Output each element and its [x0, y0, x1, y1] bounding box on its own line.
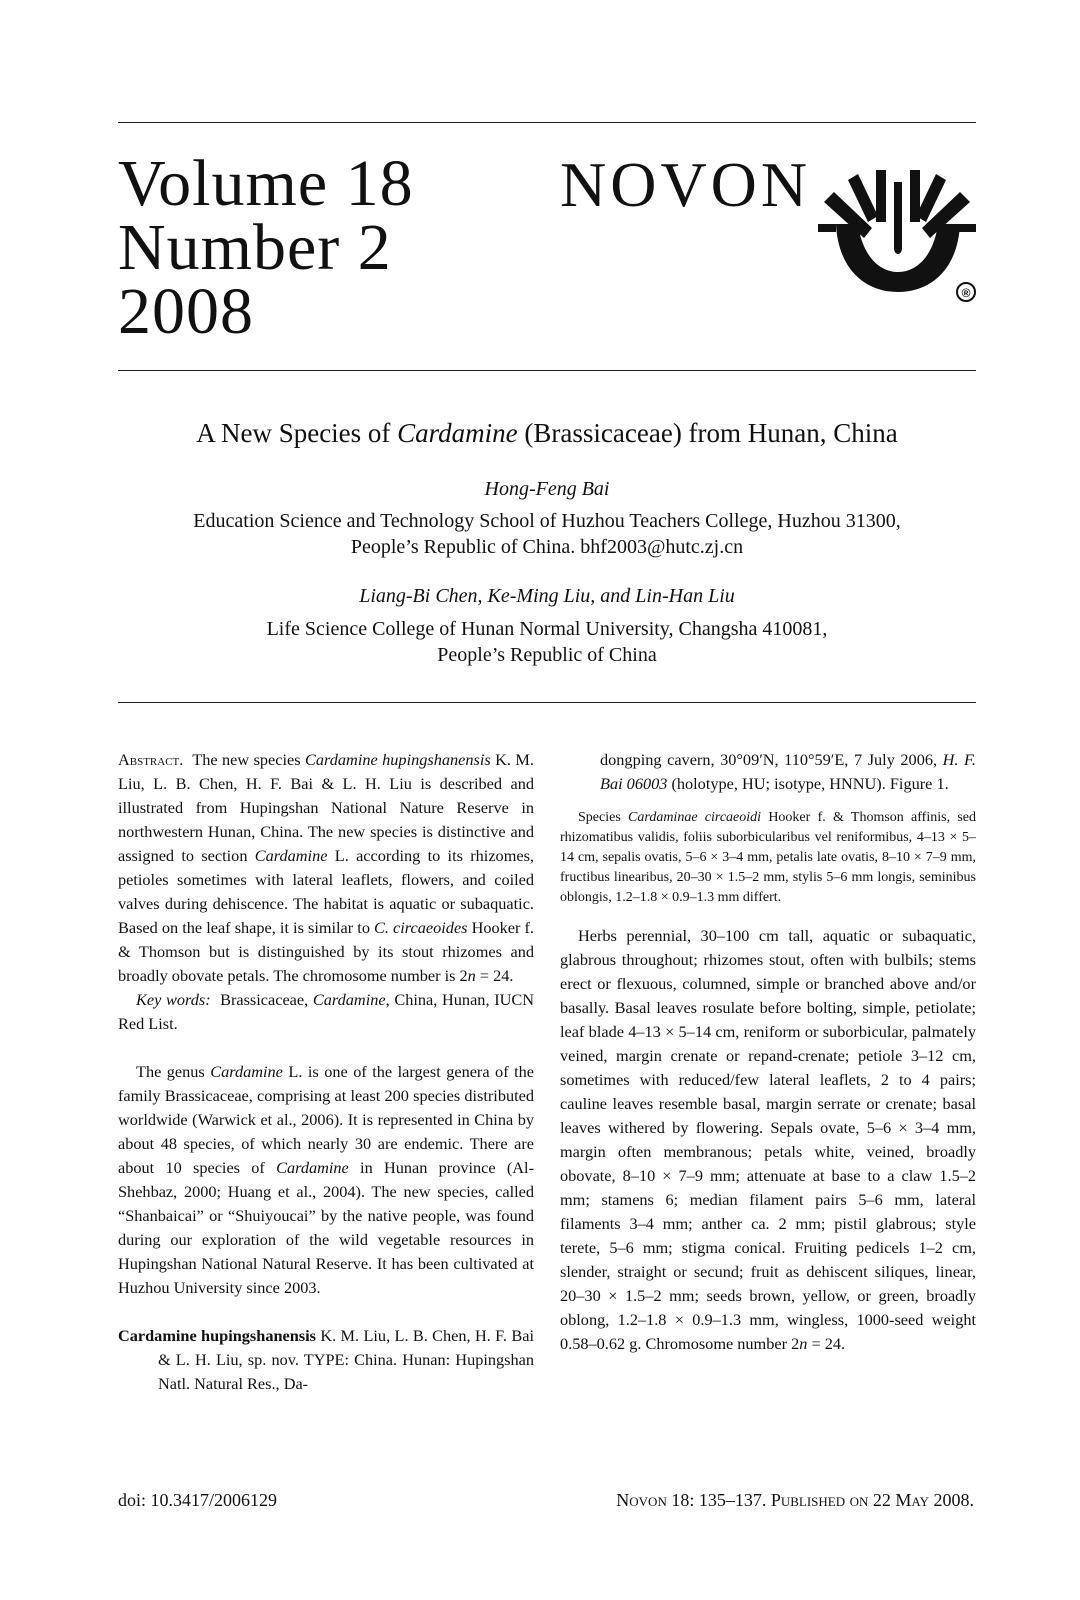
intro-text: in Hunan province (Al-Shehbaz, 2000; Huang et al., 2004). The new species, called “Shanbaicai” or “Shuiyoucai” by the native people, was found during our exploration of the wild vegetable resources in Hupingshan National Natural Reserve. It has been cultivated at Huzhou University since 2003. [118, 1158, 535, 1297]
abstract-italic: Cardamine hupingshanensis [305, 750, 491, 769]
header-rule [118, 370, 976, 371]
keywords-italic: Cardamine [312, 990, 386, 1009]
species-text: K. M. Liu, L. B. Chen, H. F. Bai & L. H. Liu, sp. nov. TYPE: China. Hunan: Hupingshan Natl. Natural Res., Da- [158, 1326, 534, 1393]
description-italic: n [799, 1334, 808, 1353]
keywords-label: Key words: [136, 990, 211, 1009]
intro-text: L. is one of the largest genera of the family Brassicaceae, comprising at least 200 species distributed worldwide (Warwick et al., 2006). It is represented in China by about 48 species, of which nearly 30 are endemic. There are about 10 species of [118, 1062, 534, 1177]
journal-name: NOVON [560, 149, 812, 220]
type-text: (holotype, HU; isotype, HNNU). Figure 1. [667, 774, 949, 793]
species-heading [118, 1324, 534, 1396]
affiliation-secondary [118, 616, 976, 668]
registered-mark: ® [961, 286, 971, 300]
number-label: Number 2 [118, 211, 392, 284]
title-rule [118, 702, 976, 703]
keywords-text: Brassicaceae, [220, 990, 313, 1009]
spacer [118, 1036, 534, 1060]
author-secondary: Liang-Bi Chen, Ke-Ming Liu, and Lin-Han Liu [359, 585, 735, 607]
type-text: dongping cavern, 30°09′N, 110°59′E, 7 July 2006, [600, 750, 943, 769]
latin-text: Hooker f. & Thomson affinis, sed rhizomatibus validis, foliis suborbicularibus vel reniformibus, 4–13 × 5–14 cm, sepalis ovatis, 5–6 × 3–4 mm, petalis late ovatis, 8–10 × 7–9 mm, fructibus linearibus, 20–30 × 1.5–2 mm, stylis 5–6 mm longis, seminibus oblongis, 1.2–1.8 × 0.9–1.3 mm differt. [560, 810, 977, 905]
abstract-text: Hooker f. & Thomson but is distinguished by its stout rhizomes and broadly obovate petals. The chromosome number is 2 [118, 918, 535, 985]
abstract-text: The new species [192, 750, 306, 769]
keywords-text: , China, Hunan, IUCN Red List. [118, 990, 535, 1033]
footer-citation: Novon 18: 135–137. Published on 22 May 2008. [616, 1490, 974, 1510]
volume-label: Volume 18 [118, 147, 414, 220]
volume-block [118, 147, 414, 348]
keywords [118, 988, 534, 1036]
intro-italic: Cardamine [210, 1062, 283, 1081]
affiliation-primary [118, 508, 976, 560]
intro-text: The genus [136, 1062, 211, 1081]
spacer [560, 908, 976, 924]
latin-italic: Cardaminae circaeoidi [628, 810, 762, 825]
affiliation-line: Education Science and Technology School of Huzhou Teachers College, Huzhou 31300, [193, 510, 901, 532]
introduction [118, 1060, 534, 1300]
abstract-label: Abstract [118, 750, 180, 769]
abstract-text: K. M. Liu, L. B. Chen, H. F. Bai & L. H. Liu is described and illustrated from Hupingshan National Nature Reserve in northwestern Hunan, China. The new species is distinctive and assigned to section [118, 750, 534, 865]
species-name: Cardamine hupingshanensis [118, 1326, 316, 1345]
title-text: A New Species of [196, 418, 398, 448]
intro-italic: Cardamine [276, 1158, 349, 1177]
affiliation-line: Life Science College of Hunan Normal University, Changsha 410081, [266, 618, 828, 640]
abstract-text: = 24. [475, 966, 514, 985]
title-genus: Cardamine [397, 418, 518, 448]
abstract-text: L. according to its rhizomes, petioles sometimes with lateral leaflets, flowers, and coiled valves during dehiscence. The habitat is aquatic or subaquatic. Based on the leaf shape, it is similar to [118, 846, 534, 937]
latin-text: Species [578, 810, 629, 825]
description-text: = 24. [807, 1334, 846, 1353]
abstract: Abstract. The new species Cardamine hupingshanensis K. M. Liu, L. B. Chen, H. F. Bai & L. H. Liu is described and illustrated from Hupingshan National Nature Reserve in northwestern Hunan, China. The new species is distinctive and assigned to section Cardamine L. according to its rhizomes, petioles sometimes with lateral leaflets, flowers, and coiled valves during dehiscence. The habitat is aquatic or subaquatic. Based on the leaf shape, it is similar to C. circaeoides Hooker f. & Thomson but is distinguished by its stout rhizomes and broadly obovate petals. The chromosome number is 2n = 24. [118, 750, 535, 985]
affiliation-line: People’s Republic of China. bhf2003@hutc.zj.cn [350, 536, 744, 558]
novon-leaf-logo-icon [818, 162, 976, 304]
left-column [118, 748, 534, 1396]
author-primary: Hong-Feng Bai [484, 478, 610, 500]
description-text: Herbs perennial, 30–100 cm tall, aquatic or subaquatic, glabrous throughout; rhizomes stout, often with bulbils; stems erect or flexuous, columned, simple or branched above and/or basally. Basal leaves rosulate before bolting, simple, petiolate; leaf blade 4–13 × 5–14 cm, reniform or suborbicular, palmately veined, margin crenate or repand-crenate; petiole 3–12 cm, sometimes with reduced/few lateral leaflets, 2 to 4 pairs; cauline leaves resemble basal, margin serrate or crenate; basal leaves withered by flowering. Sepals ovate, 5–6 × 3–4 mm, margin often membranous; petals white, veined, broadly obovate, 8–10 × 7–9 mm; attenuate at base to a claw 1.5–2 mm; stamens 6; median filament pairs 5–6 mm, lateral filaments 3–4 mm; anther ca. 2 mm; pistil glabrous; style terete, 5–6 mm; stigma conical. Fruiting pedicels 1–2 cm, slender, straight or secund; fruit as dehiscent siliques, linear, 20–30 × 1.5–2 mm; seeds brown, yellow, or green, broadly oblong, 1.2–1.8 × 0.9–1.3 mm, wingless, 1000-seed weight 0.58–0.62 g. Chromosome number 2 [560, 926, 976, 1353]
footer-doi: doi: 10.3417/2006129 [118, 1490, 278, 1510]
right-column [560, 748, 976, 1356]
type-citation [560, 748, 976, 796]
description [560, 924, 976, 1356]
top-rule [118, 122, 976, 123]
type-italic: H. F. Bai 06003 [600, 750, 976, 793]
affiliation-line: People’s Republic of China [437, 644, 657, 666]
spacer [118, 1300, 534, 1324]
title-text: (Brassicaceae) from Hunan, China [517, 418, 898, 448]
abstract-italic: C. circaeoides [374, 918, 468, 937]
article-title [118, 418, 976, 449]
abstract-italic: n [467, 966, 476, 985]
latin-diagnosis [560, 808, 976, 908]
year-label: 2008 [118, 275, 254, 348]
abstract-italic: Cardamine [254, 846, 328, 865]
